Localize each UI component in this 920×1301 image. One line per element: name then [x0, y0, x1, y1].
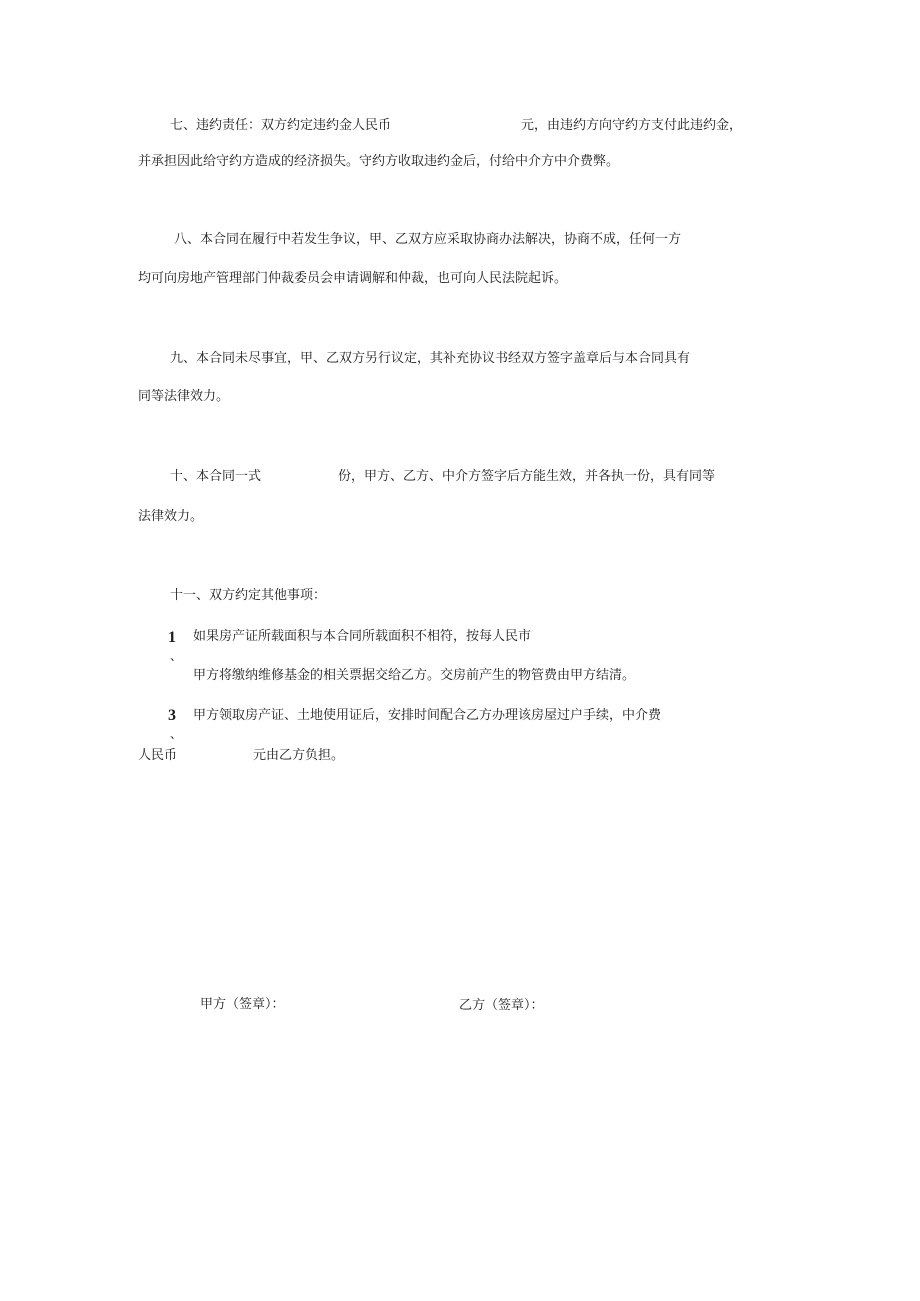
clause-7-line-1-end: 元，由违约方向守约方支付此违约金， — [521, 118, 743, 133]
clause-9-line-2: 同等法律效力。 — [138, 389, 230, 404]
item-1-line-1: 如果房产证所载面积与本合同所载面积不相符，按每人民市 — [193, 629, 532, 644]
item-1-line-2: 甲方将缴纳维修基金的相关票据交给乙方。交房前产生的物管费由甲方结清。 — [193, 668, 636, 683]
clause-7-line-2: 并承担因此给守约方造成的经济损失。守约方收取违约金后，付给中介方中介费弊。 — [138, 154, 620, 169]
party-a-signature-label: 甲方（签章）： — [200, 997, 285, 1012]
item-1-mark: 、 — [170, 649, 183, 663]
item-3-line-2-start: 人民币 — [138, 748, 178, 763]
clause-10-line-2: 法律效力。 — [138, 509, 204, 524]
clause-9-line-1: 九、本合同未尽事宜，甲、乙双方另行议定，其补充协议书经双方签字盖章后与本合同具有 — [170, 351, 691, 366]
item-3-mark: 、 — [170, 727, 183, 741]
clause-8-line-2: 均可向房地产管理部门仲裁委员会申请调解和仲裁，也可向人民法院起诉。 — [138, 271, 568, 286]
item-3-line-1: 甲方领取房产证、土地使用证后，安排时间配合乙方办理该房屋过户手续，中介费 — [193, 708, 662, 723]
clause-10-line-1-end: 份，甲方、乙方、中介方签字后方能生效，并各执一份，具有同等 — [338, 469, 716, 484]
clause-7-line-1-start: 七、违约责任：双方约定违约金人民币 — [170, 118, 392, 133]
clause-10-line-1-start: 十、本合同一式 — [170, 469, 262, 484]
item-1-number: 1 — [168, 629, 176, 646]
item-3-number: 3 — [168, 707, 176, 724]
party-b-signature-label: 乙方（签章）： — [459, 998, 544, 1013]
clause-8-line-1: 八、本合同在履行中若发生争议，甲、乙双方应采取协商办法解决，协商不成，任何一方 — [174, 232, 682, 247]
item-3-line-2-end: 元由乙方负担。 — [253, 748, 345, 763]
clause-11-heading: 十一、双方约定其他事项： — [170, 588, 327, 603]
